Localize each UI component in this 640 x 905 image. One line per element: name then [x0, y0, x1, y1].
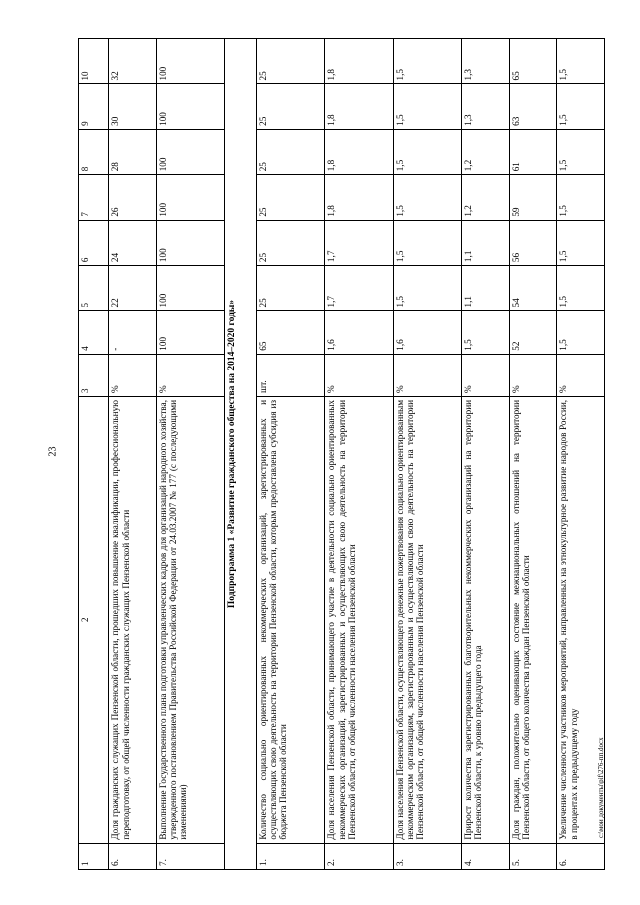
value-cell: 52 [509, 311, 557, 354]
row-number-cell: 1. [256, 843, 324, 869]
value-cell: 28 [109, 129, 157, 174]
row-number-cell: 5. [509, 843, 557, 869]
value-cell: 1,3 [462, 84, 510, 129]
value-cell: 1,5 [393, 266, 461, 311]
value-cell: 100 [156, 84, 224, 129]
row-number-cell: 3. [393, 843, 461, 869]
value-cell: - [109, 311, 157, 354]
indicator-name-cell: Доля гражданских служащих Пензенской области, прошедших повышение квалификации, профессиональную переподготовку, от общей численности гражданских служащих Пензенской области [109, 396, 157, 843]
value-cell: 100 [156, 175, 224, 220]
value-cell: 25 [256, 220, 324, 265]
header-cell: 2 [79, 396, 109, 843]
value-cell: 1,6 [325, 311, 393, 354]
subprogram-title: Подпрограмма 1 «Развитие гражданского общества на 2014–2020 годы» [225, 39, 257, 870]
table-row [109, 39, 157, 870]
value-cell: 1,5 [557, 39, 605, 85]
value-cell: 1,1 [462, 220, 510, 265]
value-cell: 65 [509, 39, 557, 85]
indicator-name-cell: Прирост количества зарегистрированных благотворительных некоммерческих организаций на территории Пензенской области, к уровню предыдущего года [462, 396, 510, 843]
unit-cell: % [109, 354, 157, 396]
unit-cell: % [393, 354, 461, 396]
value-cell: 1,1 [462, 266, 510, 311]
value-cell: 63 [509, 84, 557, 129]
value-cell: 1,5 [557, 220, 605, 265]
value-cell: 61 [509, 129, 557, 174]
header-cell: 6 [79, 220, 109, 265]
table-row [325, 39, 393, 870]
header-cell: 8 [79, 129, 109, 174]
value-cell: 32 [109, 39, 157, 85]
value-cell: 1,5 [557, 129, 605, 174]
table-row [156, 39, 224, 870]
indicator-name-cell: Доля населения Пензенской области, осуществляющего денежные пожертвования социально ориентированным некоммерческим организациям, зарегистрированным и осуществляющим свою деятельность на территории Пензенской области, от общей численности населения Пензенской области [393, 396, 461, 843]
value-cell: 1,5 [557, 266, 605, 311]
value-cell: 1,8 [325, 175, 393, 220]
value-cell: 25 [256, 39, 324, 85]
value-cell: 65 [256, 311, 324, 354]
value-cell: 100 [156, 311, 224, 354]
value-cell: 1,5 [393, 175, 461, 220]
value-cell: 25 [256, 266, 324, 311]
value-cell: 1,5 [393, 39, 461, 85]
value-cell: 25 [256, 129, 324, 174]
indicator-name-cell: Выполнение Государственного плана подготовки управленческих кадров для организаций народного хозяйства, утвержденного постановлением Правительства Российской Федерации от 24.03.2007 № 177 (с последующими изменениями) [156, 396, 224, 843]
header-cell: 3 [79, 354, 109, 396]
indicator-name-cell: Увеличение численности участников мероприятий, направленных на этнокультурное развитие народов России, в процентах к предыдущему году [557, 396, 605, 843]
value-cell: 24 [109, 220, 157, 265]
value-cell: 1,7 [325, 220, 393, 265]
value-cell: 59 [509, 175, 557, 220]
indicator-name-cell: Количество социально ориентированных некоммерческих организаций, зарегистрированных и осуществляющих свою деятельность на территории Пензенской области, которым предоставлена субсидия из бюджета Пензенской области [256, 396, 324, 843]
value-cell: 1,3 [462, 39, 510, 85]
table-body [109, 39, 605, 870]
table-row [462, 39, 510, 870]
header-cell: 1 [79, 843, 109, 869]
row-number-cell: 2. [325, 843, 393, 869]
header-cell: 10 [79, 39, 109, 85]
row-number-cell: 6. [557, 843, 605, 869]
header-cell: 5 [79, 266, 109, 311]
value-cell: 1,2 [462, 129, 510, 174]
value-cell: 100 [156, 266, 224, 311]
value-cell: 26 [109, 175, 157, 220]
value-cell: 1,5 [557, 311, 605, 354]
header-cell: 9 [79, 84, 109, 129]
indicators-table [78, 38, 605, 870]
indicators-table-container [78, 38, 605, 870]
subprogram-header-row [225, 39, 257, 870]
value-cell: 1,5 [393, 129, 461, 174]
header-cell: 4 [79, 311, 109, 354]
unit-cell: % [557, 354, 605, 396]
indicator-name-cell: Доля населения Пензенской области, принимающего участие в деятельности социально ориентированных некоммерческих организаций, зарегистрированных и осуществляющих свою деятельность на территории Пензенской области, от общей численности населения Пензенской области [325, 396, 393, 843]
table-row [393, 39, 461, 870]
page-number: 23 [47, 446, 59, 457]
value-cell: 100 [156, 39, 224, 85]
value-cell: 1,5 [557, 175, 605, 220]
value-cell: 1,5 [557, 84, 605, 129]
value-cell: 1,8 [325, 39, 393, 85]
value-cell: 1,8 [325, 129, 393, 174]
row-number-cell: 6. [109, 843, 157, 869]
unit-cell: % [156, 354, 224, 396]
value-cell: 1,5 [462, 311, 510, 354]
file-path-footer: c:\мои документы\pif\276-пп.docx [597, 737, 605, 838]
unit-cell: % [509, 354, 557, 396]
header-cell: 7 [79, 175, 109, 220]
value-cell: 1,5 [393, 220, 461, 265]
value-cell: 1,7 [325, 266, 393, 311]
row-number-cell: 7. [156, 843, 224, 869]
value-cell: 100 [156, 129, 224, 174]
unit-cell: шт. [256, 354, 324, 396]
value-cell: 100 [156, 220, 224, 265]
table-row [256, 39, 324, 870]
value-cell: 25 [256, 84, 324, 129]
value-cell: 1,8 [325, 84, 393, 129]
row-number-cell: 4. [462, 843, 510, 869]
unit-cell: % [462, 354, 510, 396]
value-cell: 1,2 [462, 175, 510, 220]
value-cell: 1,6 [393, 311, 461, 354]
value-cell: 54 [509, 266, 557, 311]
indicator-name-cell: Доля граждан, положительно оценивающих состояние межнациональных отношений на территории Пензенской области, от общего количества граждан Пензенской области [509, 396, 557, 843]
value-cell: 25 [256, 175, 324, 220]
value-cell: 30 [109, 84, 157, 129]
unit-cell: % [325, 354, 393, 396]
value-cell: 1,5 [393, 84, 461, 129]
header-row [79, 39, 109, 870]
table-row [509, 39, 557, 870]
value-cell: 22 [109, 266, 157, 311]
value-cell: 56 [509, 220, 557, 265]
